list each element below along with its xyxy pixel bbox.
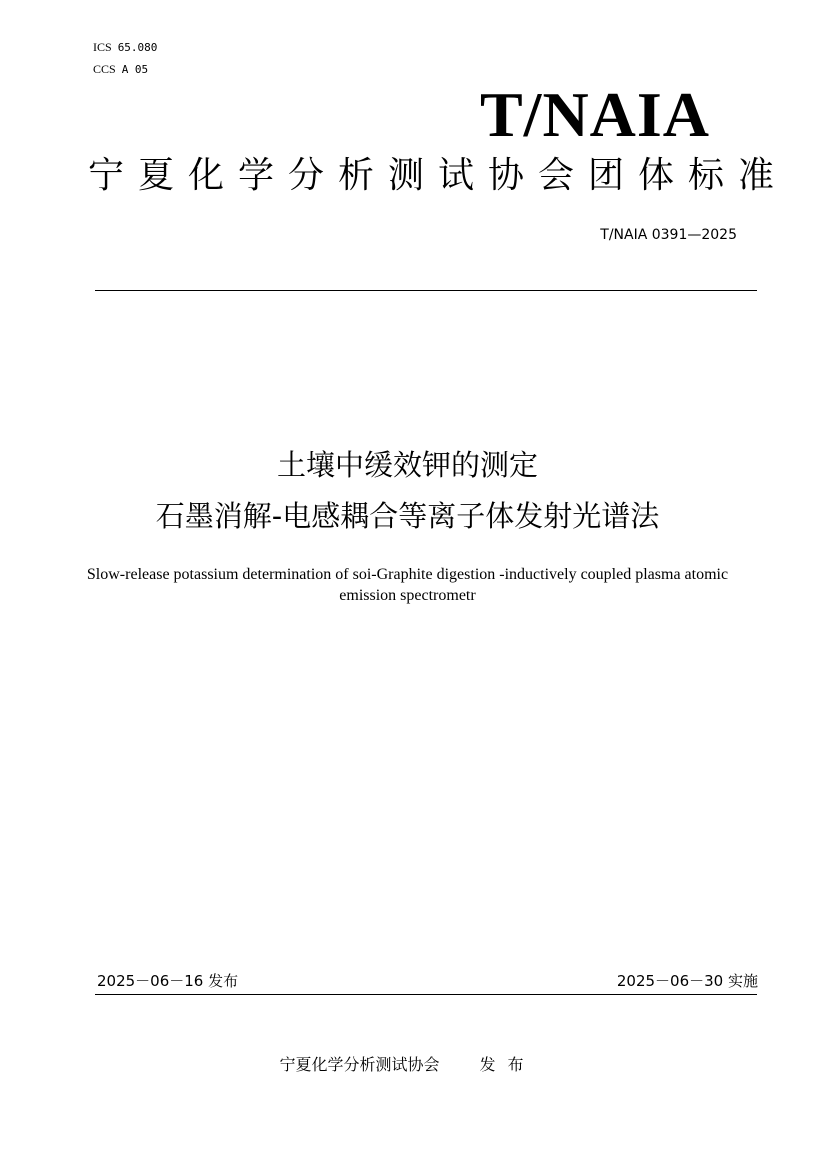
chinese-title-line-1: 土壤中缓效钾的测定 xyxy=(276,448,538,482)
publisher-name: 宁夏化学分析测试协会 xyxy=(279,1055,440,1074)
publisher-line xyxy=(0,1054,815,1076)
standard-code: T/NAIA 0391—2025 xyxy=(600,227,737,243)
ccs-line xyxy=(93,62,148,77)
org-title: 宁夏化学分析测试协会团体标准 xyxy=(88,155,789,196)
top-divider xyxy=(95,290,757,291)
ics-line xyxy=(93,40,157,55)
bottom-divider xyxy=(95,994,757,995)
brand-logo: T/NAIA xyxy=(479,79,710,150)
ics-label: ICS xyxy=(93,40,112,54)
ccs-label: CCS xyxy=(93,62,116,76)
effective-date: 2025－06－30 实施 xyxy=(616,972,758,990)
english-title: Slow-release potassium determination of soi-Graphite digestion -inductively coupled plasma atomic emission spectrometr xyxy=(86,566,729,604)
chinese-title-line-2: 石墨消解-电感耦合等离子体发射光谱法 xyxy=(155,499,660,533)
ics-value: 65.080 xyxy=(117,41,158,54)
ccs-value: A 05 xyxy=(121,63,149,76)
publish-word: 发布 xyxy=(479,1055,536,1074)
release-date: 2025－06－16 发布 xyxy=(97,972,239,990)
